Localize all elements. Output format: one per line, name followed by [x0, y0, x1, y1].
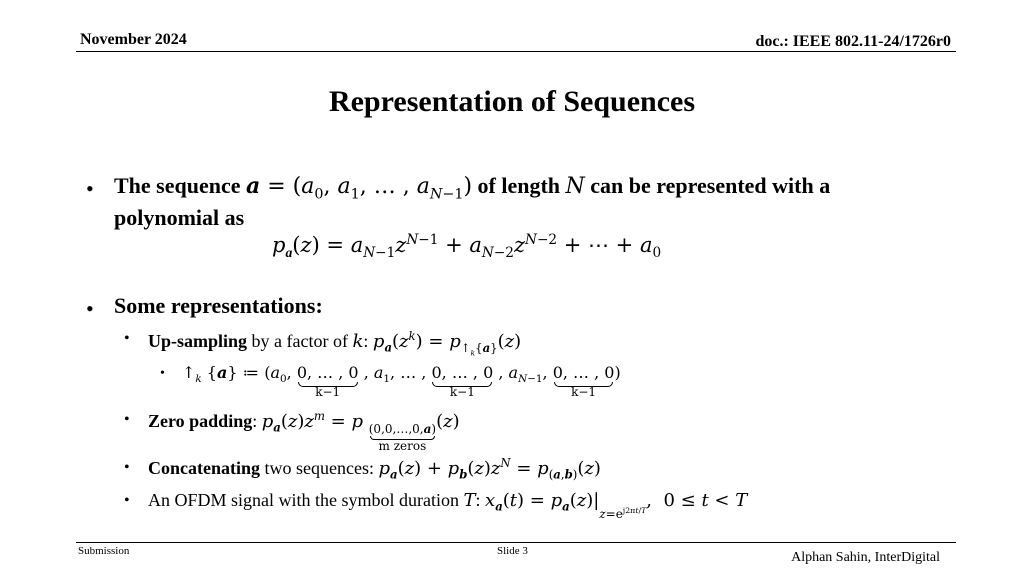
header-date: November 2024	[80, 31, 187, 48]
sub-bullet-dot: •	[124, 330, 130, 347]
sub-bullet-dot: •	[124, 411, 130, 428]
upsampling-rest: by a factor of	[251, 331, 348, 351]
item-zero-padding: Zero padding: $p_a(z)z^m = p$ (0,0,…,0,a) m zeros (z)	[148, 409, 460, 453]
bullet-sequence-line2: polynomial as	[114, 205, 245, 230]
bullet-tail: can be represented with a	[590, 173, 831, 198]
upsampling-bold: Up-sampling	[148, 331, 248, 351]
ofdm-text: An OFDM signal with the symbol duration	[148, 490, 459, 510]
item-concatenating: Concatenating two sequences: $p_a(z) + p_b(z)z^N = p_{(a,b)}(z)$	[148, 456, 601, 482]
footer-submission: Submission	[78, 545, 130, 557]
sub-bullet-dot: •	[124, 459, 130, 476]
slide-title: Representation of Sequences	[328, 85, 696, 118]
brace-label: k−1	[449, 385, 475, 399]
bullet-dot: •	[86, 176, 94, 201]
sub-sub-bullet-dot: •	[160, 366, 165, 381]
footer-slide-number: Slide 3	[497, 545, 528, 557]
concat-rest: two sequences:	[264, 458, 374, 478]
polynomial-equation: $p_a(z) = a_{N-1}z^{N-1} + a_{N-2}z^{N-2}$ + ⋯ + $a_0$	[272, 232, 662, 262]
footer-author: Alphan Sahin, InterDigital	[791, 550, 940, 565]
concat-bold: Concatenating	[148, 458, 260, 478]
footer-divider	[76, 542, 956, 543]
zero-padding-bold: Zero padding	[148, 411, 253, 431]
brace-label: k−1	[571, 385, 597, 399]
bullet-lead: The sequence	[114, 173, 241, 198]
item-ofdm: An OFDM signal with the symbol duration T: $x_a(t) = p_a(z)|_{z=e^{j2\pi t/T}}$, 0 ≤ t < T	[148, 490, 748, 521]
bullet-representations: Some representations:	[114, 293, 323, 318]
bullet-dot: •	[86, 296, 94, 321]
brace-label: k−1	[315, 385, 341, 399]
bullet-mid: of length	[477, 173, 561, 198]
header-divider	[76, 51, 956, 52]
brace-label-m-zeros: m zeros	[378, 439, 427, 453]
header-doc-id: doc.: IEEE 802.11-24/1726r0	[755, 33, 951, 50]
upsampling-definition: $↑_k$ {a} ≔ ($a_0$, 0, … , 0 k−1 , $a_1$, … , 0, … , 0 k−1 , $a_{N-1}$, 0, … , 0 k−1 )	[182, 363, 621, 399]
sub-bullet-dot: •	[124, 492, 130, 509]
bullet-sequence-line1: The sequence $a = (a_0$, $a_1$, … , $a_{N-1}$) of length N can be represented with a	[114, 173, 831, 203]
item-upsampling: Up-sampling by a factor of k: $p_a(z^k) = p_{↑_k\{a\}}(z)$	[148, 329, 522, 357]
